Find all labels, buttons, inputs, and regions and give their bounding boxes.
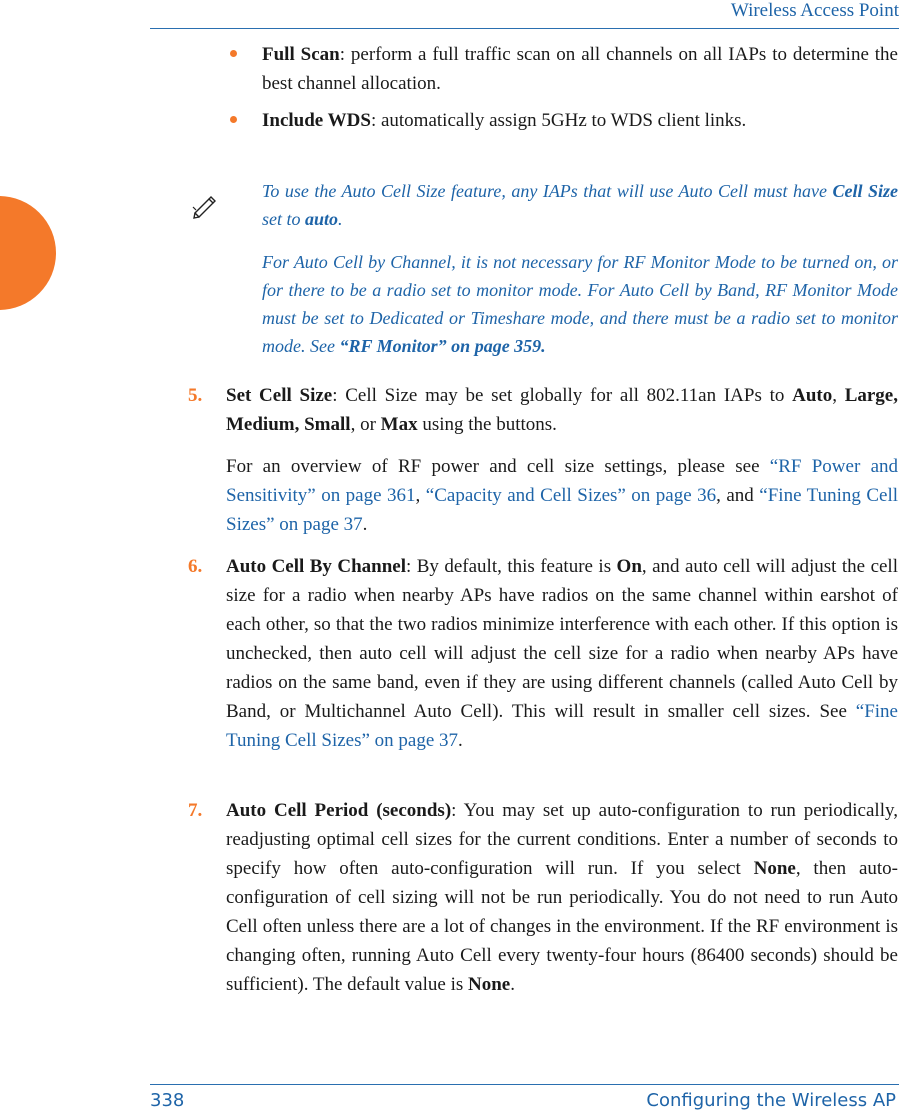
step-text: , and auto cell will adjust the cell size for a radio when nearby APs have radios on the same channel within earshot of each other, so that the two radios minimize interference with each other. If this option is unchecked, then auto cell will adjust the cell size for a radio when nearby APs have radios on the same band, even if they are using different channels (called Auto Cell by Band, or Multichannel Auto Cell). This will result in smaller cell sizes. See bbox=[226, 556, 898, 722]
bullet-dot-icon bbox=[228, 48, 240, 60]
fine-tuning-link[interactable]: “Fine Tuning Cell Sizes” on page 37 bbox=[226, 701, 898, 751]
bullet-full-scan bbox=[262, 40, 898, 98]
note-paragraph-1 bbox=[262, 177, 898, 233]
step-number: 6. bbox=[188, 556, 203, 577]
page-number: 338 bbox=[150, 1090, 185, 1111]
step-text: using the buttons. bbox=[417, 414, 557, 435]
note-text: set to bbox=[262, 209, 305, 229]
running-header-title: Wireless Access Point bbox=[730, 0, 899, 21]
fine-tuning-link[interactable]: “Fine Tuning Cell Sizes” on page 37 bbox=[226, 485, 899, 535]
step-text: , bbox=[832, 385, 845, 406]
step-text: , then auto-configuration of cell sizing will not be run periodically. You do not need to run Auto Cell often unless there are a lot of changes in the environment. If the RF environment is changing often, running Auto Cell every twenty-four hours (86400 seconds) should be sufficient). The default value is bbox=[226, 858, 898, 995]
chapter-tab-marker bbox=[0, 196, 56, 310]
bullet-term: Include WDS bbox=[262, 110, 371, 131]
step-text: For an overview of RF power and cell size settings, please see bbox=[226, 456, 770, 477]
note-text: To use the Auto Cell Size feature, any IAPs that will use Auto Cell must have bbox=[262, 181, 833, 201]
step-text: , or bbox=[350, 414, 381, 435]
step-number: 7. bbox=[188, 800, 203, 821]
step-text: . bbox=[458, 730, 463, 751]
bullet-dot-icon bbox=[228, 114, 240, 126]
step-text: . bbox=[510, 974, 515, 995]
step-number: 5. bbox=[188, 385, 203, 406]
note-text: . bbox=[338, 209, 343, 229]
option-auto: Auto bbox=[792, 385, 833, 406]
bullet-text: : perform a full traffic scan on all channels on all IAPs to determine the best channel allocation. bbox=[262, 44, 898, 94]
footer-section-title: Configuring the Wireless AP bbox=[646, 1090, 896, 1111]
value-on: On bbox=[616, 556, 642, 577]
bullet-include-wds bbox=[262, 106, 898, 135]
step-set-cell-size bbox=[226, 381, 898, 439]
step-term: Set Cell Size bbox=[226, 385, 333, 406]
step-text: : Cell Size may be set globally for all 802.11an IAPs to bbox=[332, 385, 793, 406]
step-text: , and bbox=[716, 485, 760, 506]
capacity-link[interactable]: “Capacity and Cell Sizes” on page 36 bbox=[425, 485, 717, 506]
value-none: None bbox=[753, 858, 796, 879]
step-auto-cell-by-channel bbox=[226, 552, 898, 755]
step-text: : By default, this feature is bbox=[406, 556, 617, 577]
step-text: . bbox=[362, 514, 368, 535]
step-text: : You may set up auto-configuration to run periodically, readjusting optimal cell sizes for the current conditions. Enter a number of seconds to specify how often auto-configuration will run. If you select bbox=[226, 800, 898, 879]
step-5-overview bbox=[226, 452, 898, 539]
option-sizes: Large, Medium, Small bbox=[226, 385, 898, 435]
header-rule bbox=[150, 28, 899, 29]
note-emphasis: auto bbox=[305, 209, 339, 229]
rf-monitor-link[interactable]: “RF Monitor” on page 359. bbox=[339, 336, 546, 356]
option-max: Max bbox=[380, 414, 418, 435]
bullet-term: Full Scan bbox=[262, 44, 340, 65]
step-term: Auto Cell By Channel bbox=[226, 556, 406, 577]
footer-rule bbox=[150, 1084, 899, 1085]
rf-power-link[interactable]: “RF Power and Sensitivity” on page 361 bbox=[226, 456, 898, 506]
note-paragraph-2 bbox=[262, 248, 898, 360]
pencil-note-icon bbox=[192, 193, 218, 219]
step-text: , bbox=[415, 485, 426, 506]
note-text: For Auto Cell by Channel, it is not necessary for RF Monitor Mode to be turned on, or for there to be a radio set to monitor mode. For Auto Cell by Band, RF Monitor Mode must be set to Dedicated or Timeshare mode, and there must be a radio set to monitor mode. See bbox=[262, 252, 898, 356]
step-term: Auto Cell Period (seconds) bbox=[226, 800, 452, 821]
bullet-text: : automatically assign 5GHz to WDS client links. bbox=[370, 110, 747, 131]
value-none: None bbox=[468, 974, 511, 995]
note-emphasis: Cell Size bbox=[832, 181, 898, 201]
step-auto-cell-period bbox=[226, 796, 898, 999]
